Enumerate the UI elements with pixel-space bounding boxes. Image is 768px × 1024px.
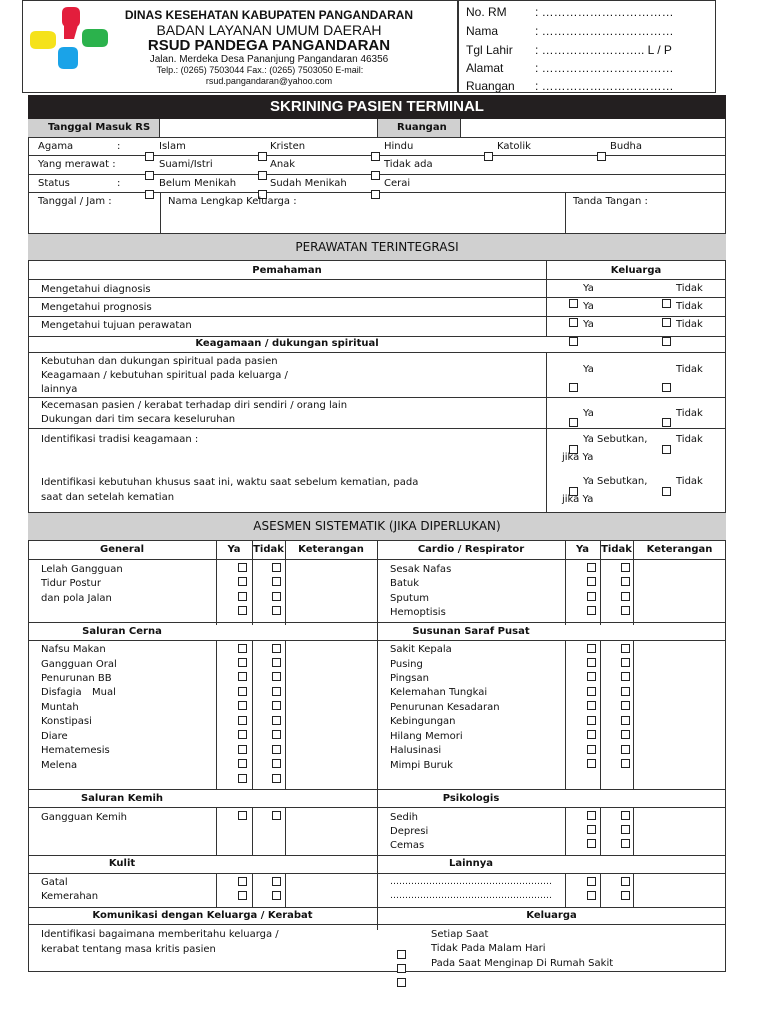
cardio-item: Batuk (390, 578, 420, 589)
checkbox-kulit-tidak[interactable] (272, 891, 281, 900)
saraf-item: Pingsan (390, 673, 429, 684)
checkbox-cerna-tidak[interactable] (272, 730, 281, 739)
checkbox-diagnosis-tidak[interactable] (662, 299, 671, 308)
checkbox-kemih-ya[interactable] (238, 811, 247, 820)
cerna-item: Penurunan BB (41, 673, 112, 684)
checkbox-psikologis-tidak[interactable] (621, 811, 630, 820)
checkbox-general-tidak[interactable] (272, 563, 281, 572)
checkbox-keagamaan-3-tidak[interactable] (662, 445, 671, 454)
col-ya-right: Ya (575, 544, 590, 555)
checkbox-saraf-tidak[interactable] (621, 701, 630, 710)
lainnya-field[interactable]: ……………………………………………… (390, 877, 552, 887)
ya-prognosis: Ya (583, 301, 594, 312)
cerna-item: Muntah (41, 702, 79, 713)
checkbox-keluarga-setiap-saat[interactable] (397, 950, 406, 959)
checkbox-saraf-tidak[interactable] (621, 745, 630, 754)
checkbox-diagnosis-ya[interactable] (569, 299, 578, 308)
checkbox-saraf-ya[interactable] (587, 658, 596, 667)
cerna-item: Disfagia (41, 687, 82, 698)
checkbox-general-tidak[interactable] (272, 592, 281, 601)
checkbox-cardio-ya[interactable] (587, 563, 596, 572)
checkbox-cerna-tidak[interactable] (272, 745, 281, 754)
cerna-item: Nafsu Makan (41, 644, 106, 655)
col-keluarga: Keluarga (610, 265, 662, 276)
checkbox-cerna-ya[interactable] (238, 759, 247, 768)
header-address: Jalan. Merdeka Desa Pananjung Pangandaran 46356 (149, 54, 389, 65)
checkbox-cerna-tidak[interactable] (272, 644, 281, 653)
keagamaan-2b: Dukungan dari tim secara keseluruhan (41, 414, 236, 425)
option-belum-menikah: Belum Menikah (159, 178, 237, 189)
jika-ya-3: jika Ya (562, 452, 594, 463)
col-ket-right: Keterangan (646, 544, 713, 555)
kulit-item: Kemerahan (41, 891, 99, 902)
checkbox-cerna-tidak[interactable] (272, 672, 281, 681)
section-psikologis: Psikologis (442, 793, 500, 804)
section-keluarga: Keluarga (526, 910, 577, 921)
col-pemahaman: Pemahaman (252, 265, 322, 276)
checkbox-psikologis-ya[interactable] (587, 825, 596, 834)
keluarga-option: Pada Saat Menginap Di Rumah Sakit (431, 958, 614, 969)
checkbox-kulit-ya[interactable] (238, 877, 247, 886)
option-islam: Islam (159, 141, 186, 152)
checkbox-cardio-tidak[interactable] (621, 577, 630, 586)
field-no-rm[interactable]: : …………………………… (535, 5, 674, 19)
field-tanggal-masuk[interactable] (161, 119, 377, 137)
cerna-item: Hematemesis (41, 745, 110, 756)
col-tidak-left: Tidak (253, 544, 284, 555)
cerna-item: Mual (92, 687, 116, 698)
checkbox-saraf-ya[interactable] (587, 644, 596, 653)
checkbox-keagamaan-4-tidak[interactable] (662, 487, 671, 496)
komunikasi-text: Identifikasi bagaimana memberitahu keluarga / (41, 929, 279, 940)
status-colon: : (117, 178, 121, 189)
psikologis-item: Sedih (390, 812, 418, 823)
section-lainnya: Lainnya (448, 858, 494, 869)
checkbox-cerna-ya[interactable] (238, 672, 247, 681)
section-komunikasi: Komunikasi dengan Keluarga / Kerabat (92, 910, 313, 921)
label-tanggal-masuk: Tanggal Masuk RS (48, 122, 151, 133)
hospital-logo (28, 5, 110, 71)
kulit-item: Gatal (41, 877, 68, 888)
field-nama[interactable]: : …………………………… (535, 24, 674, 38)
field-alamat[interactable]: : …………………………… (535, 61, 674, 75)
item-diagnosis: Mengetahui diagnosis (41, 284, 151, 295)
agama-colon: : (117, 141, 121, 152)
checkbox-saraf-tidak[interactable] (621, 687, 630, 696)
label-no-rm: No. RM (466, 5, 507, 19)
checkbox-cardio-ya[interactable] (587, 592, 596, 601)
keagamaan-1a: Kebutuhan dan dukungan spiritual pada pasien (41, 356, 278, 367)
checkbox-cardio-tidak[interactable] (621, 563, 630, 572)
checkbox-cerna-tidak[interactable] (272, 759, 281, 768)
checkbox-cerna-tidak[interactable] (272, 701, 281, 710)
field-ruangan[interactable]: : …………………………… (535, 79, 674, 93)
checkbox-keluarga-menginap[interactable] (397, 978, 406, 987)
checkbox-general-tidak[interactable] (272, 577, 281, 586)
checkbox-keagamaan-1-tidak[interactable] (662, 383, 671, 392)
checkbox-saraf-ya[interactable] (587, 730, 596, 739)
label-alamat: Alamat (466, 61, 504, 75)
option-cerai: Cerai (384, 178, 411, 189)
checkbox-cerna-ya[interactable] (238, 701, 247, 710)
option-budha: Budha (610, 141, 643, 152)
checkbox-tujuan-ya[interactable] (569, 337, 578, 346)
checkbox-saraf-ya[interactable] (587, 687, 596, 696)
option-anak: Anak (270, 159, 296, 170)
option-tidak-ada: Tidak ada (384, 159, 433, 170)
label-status: Status (38, 178, 70, 189)
checkbox-general-tidak[interactable] (272, 606, 281, 615)
header-line2: BADAN LAYANAN UMUM DAERAH (156, 22, 382, 38)
label-tanda-tangan: Tanda Tangan : (573, 196, 648, 207)
saraf-item: Kebingungan (390, 716, 456, 727)
checkbox-cerna-tidak[interactable] (272, 687, 281, 696)
option-sudah-menikah: Sudah Menikah (270, 178, 347, 189)
label-yang-merawat: Yang merawat : (38, 159, 116, 170)
checkbox-katolik[interactable] (484, 152, 493, 161)
checkbox-prognosis-tidak[interactable] (662, 318, 671, 327)
checkbox-cerai[interactable] (371, 190, 380, 199)
ya-sebutkan-4: Ya Sebutkan, (583, 476, 648, 487)
col-cardio: Cardio / Respirator (417, 544, 525, 555)
ya-keagamaan-1: Ya (583, 364, 594, 375)
tidak-tujuan: Tidak (676, 319, 703, 330)
checkbox-cerna-ya[interactable] (238, 774, 247, 783)
checkbox-keagamaan-2-tidak[interactable] (662, 418, 671, 427)
ya-tujuan: Ya (583, 319, 594, 330)
saraf-item: Kelemahan Tungkai (390, 687, 488, 698)
checkbox-cerna-ya[interactable] (238, 716, 247, 725)
checkbox-lainnya-ya[interactable] (587, 877, 596, 886)
option-kristen: Kristen (270, 141, 306, 152)
checkbox-saraf-tidak[interactable] (621, 644, 630, 653)
checkbox-saraf-tidak[interactable] (621, 759, 630, 768)
checkbox-cardio-ya[interactable] (587, 577, 596, 586)
checkbox-cardio-tidak[interactable] (621, 606, 630, 615)
section-saluran-kemih: Saluran Kemih (80, 793, 164, 804)
cardio-item: Sesak Nafas (390, 564, 452, 575)
ya-keagamaan-2: Ya (583, 408, 594, 419)
checkbox-cerna-tidak[interactable] (272, 716, 281, 725)
checkbox-islam[interactable] (145, 152, 154, 161)
asesmen-title: ASESMEN SISTEMATIK (JIKA DIPERLUKAN) (253, 519, 501, 533)
col-general: General (100, 544, 144, 555)
checkbox-kemih-tidak[interactable] (272, 811, 281, 820)
keluarga-option: Setiap Saat (431, 929, 489, 940)
tidak-prognosis: Tidak (676, 301, 703, 312)
checkbox-anak[interactable] (258, 171, 267, 180)
saraf-item: Hilang Memori (390, 731, 463, 742)
col-tidak-right: Tidak (601, 544, 632, 555)
psikologis-item: Cemas (390, 840, 425, 851)
keagamaan-4b: saat dan setelah kematian (41, 492, 175, 503)
checkbox-general-ya[interactable] (238, 563, 247, 572)
label-agama: Agama (38, 141, 74, 152)
checkbox-belum-menikah[interactable] (145, 190, 154, 199)
checkbox-saraf-tidak[interactable] (621, 716, 630, 725)
checkbox-general-ya[interactable] (238, 606, 247, 615)
tidak-keagamaan-1: Tidak (676, 364, 703, 375)
cerna-item: Diare (41, 731, 68, 742)
checkbox-kulit-tidak[interactable] (272, 877, 281, 886)
jika-ya-4: jika Ya (562, 494, 594, 505)
cardio-item: Hemoptisis (390, 607, 446, 618)
header-contact: Telp.: (0265) 7503044 Fax.: (0265) 7503050 E-mail: (156, 65, 364, 75)
cerna-item: Melena (41, 760, 78, 771)
checkbox-tujuan-tidak[interactable] (662, 337, 671, 346)
saraf-item: Sakit Kepala (390, 644, 452, 655)
psikologis-item: Depresi (390, 826, 429, 837)
keagamaan-1b: Keagamaan / kebutuhan spiritual pada keluarga / (41, 370, 288, 381)
field-tgl-lahir[interactable]: : …………………….. L / P (535, 43, 672, 57)
label-ruangan: Ruangan (466, 79, 515, 93)
general-item: Tidur Postur (41, 578, 101, 589)
checkbox-prognosis-ya[interactable] (569, 318, 578, 327)
label-nama: Nama (466, 24, 499, 38)
checkbox-cerna-ya[interactable] (238, 687, 247, 696)
lainnya-field[interactable]: ……………………………………………… (390, 891, 552, 901)
keagamaan-2a: Kecemasan pasien / kerabat terhadap diri sendiri / orang lain (41, 400, 348, 411)
checkbox-saraf-ya[interactable] (587, 716, 596, 725)
checkbox-saraf-tidak[interactable] (621, 730, 630, 739)
general-item: dan pola Jalan (41, 593, 112, 604)
option-hindu: Hindu (384, 141, 414, 152)
label-tanggal-jam: Tanggal / Jam : (38, 196, 112, 207)
section-saraf-pusat: Susunan Saraf Pusat (412, 626, 530, 637)
ya-sebutkan-3: Ya Sebutkan, (583, 434, 648, 445)
checkbox-cerna-tidak[interactable] (272, 774, 281, 783)
label-nama-keluarga: Nama Lengkap Keluarga : (168, 196, 297, 207)
checkbox-general-ya[interactable] (238, 577, 247, 586)
checkbox-budha[interactable] (597, 152, 606, 161)
tidak-keagamaan-2: Tidak (676, 408, 703, 419)
perawatan-title: PERAWATAN TERINTEGRASI (295, 240, 459, 254)
checkbox-psikologis-tidak[interactable] (621, 825, 630, 834)
tidak-keagamaan-3: Tidak (676, 434, 703, 445)
checkbox-keagamaan-2-ya[interactable] (569, 418, 578, 427)
keagamaan-3: Identifikasi tradisi keagamaan : (41, 434, 199, 445)
general-item: Lelah Gangguan (41, 564, 123, 575)
checkbox-saraf-tidak[interactable] (621, 672, 630, 681)
checkbox-cerna-ya[interactable] (238, 745, 247, 754)
header-line1: DINAS KESEHATAN KABUPATEN PANGANDARAN (124, 8, 414, 22)
cardio-item: Sputum (390, 593, 430, 604)
label-ruangan-info: Ruangan (397, 122, 447, 133)
checkbox-hindu[interactable] (371, 152, 380, 161)
checkbox-saraf-ya[interactable] (587, 672, 596, 681)
checkbox-cardio-tidak[interactable] (621, 592, 630, 601)
checkbox-saraf-tidak[interactable] (621, 658, 630, 667)
header-email: rsud.pangandaran@yahoo.com (205, 76, 333, 86)
cerna-item: Konstipasi (41, 716, 92, 727)
checkbox-keluarga-tidak-malam[interactable] (397, 964, 406, 973)
checkbox-suami-istri[interactable] (145, 171, 154, 180)
checkbox-saraf-ya[interactable] (587, 759, 596, 768)
saraf-item: Halusinasi (390, 745, 442, 756)
keagamaan-4a: Identifikasi kebutuhan khusus saat ini, waktu saat sebelum kematian, pada (41, 477, 419, 488)
checkbox-lainnya-ya[interactable] (587, 891, 596, 900)
checkbox-saraf-ya[interactable] (587, 745, 596, 754)
label-tgl-lahir: Tgl Lahir (466, 43, 513, 57)
checkbox-lainnya-tidak[interactable] (621, 877, 630, 886)
keluarga-option: Tidak Pada Malam Hari (431, 943, 546, 954)
checkbox-cerna-tidak[interactable] (272, 658, 281, 667)
cerna-item: Gangguan Oral (41, 659, 117, 670)
header-line3: RSUD PANDEGA PANGANDARAN (147, 37, 391, 54)
checkbox-tidak-ada[interactable] (371, 171, 380, 180)
item-tujuan: Mengetahui tujuan perawatan (41, 320, 192, 331)
section-saluran-cerna: Saluran Cerna (82, 626, 162, 637)
checkbox-cardio-ya[interactable] (587, 606, 596, 615)
checkbox-lainnya-tidak[interactable] (621, 891, 630, 900)
option-katolik: Katolik (497, 141, 531, 152)
col-ya-left: Ya (227, 544, 241, 555)
checkbox-kristen[interactable] (258, 152, 267, 161)
checkbox-general-ya[interactable] (238, 592, 247, 601)
kemih-item: Gangguan Kemih (41, 812, 127, 823)
checkbox-psikologis-tidak[interactable] (621, 839, 630, 848)
checkbox-cerna-ya[interactable] (238, 658, 247, 667)
item-prognosis: Mengetahui prognosis (41, 302, 152, 313)
saraf-item: Mimpi Buruk (390, 760, 453, 771)
tidak-keagamaan-4: Tidak (676, 476, 703, 487)
keagamaan-title: Keagamaan / dukungan spiritual (195, 338, 379, 349)
col-ket-left: Keterangan (298, 544, 364, 555)
checkbox-psikologis-ya[interactable] (587, 839, 596, 848)
saraf-item: Pusing (390, 659, 423, 670)
tidak-diagnosis: Tidak (676, 283, 703, 294)
section-kulit: Kulit (108, 858, 136, 869)
ya-diagnosis: Ya (583, 283, 594, 294)
checkbox-saraf-ya[interactable] (587, 701, 596, 710)
checkbox-cerna-ya[interactable] (238, 730, 247, 739)
komunikasi-text: kerabat tentang masa kritis pasien (41, 944, 216, 955)
option-suami-istri: Suami/Istri (159, 159, 213, 170)
checkbox-cerna-ya[interactable] (238, 644, 247, 653)
checkbox-kulit-ya[interactable] (238, 891, 247, 900)
keagamaan-1c: lainnya (41, 384, 78, 395)
checkbox-psikologis-ya[interactable] (587, 811, 596, 820)
checkbox-keagamaan-1-ya[interactable] (569, 383, 578, 392)
saraf-item: Penurunan Kesadaran (390, 702, 500, 713)
field-ruangan-info[interactable] (462, 119, 726, 137)
form-title: SKRINING PASIEN TERMINAL (270, 98, 484, 115)
